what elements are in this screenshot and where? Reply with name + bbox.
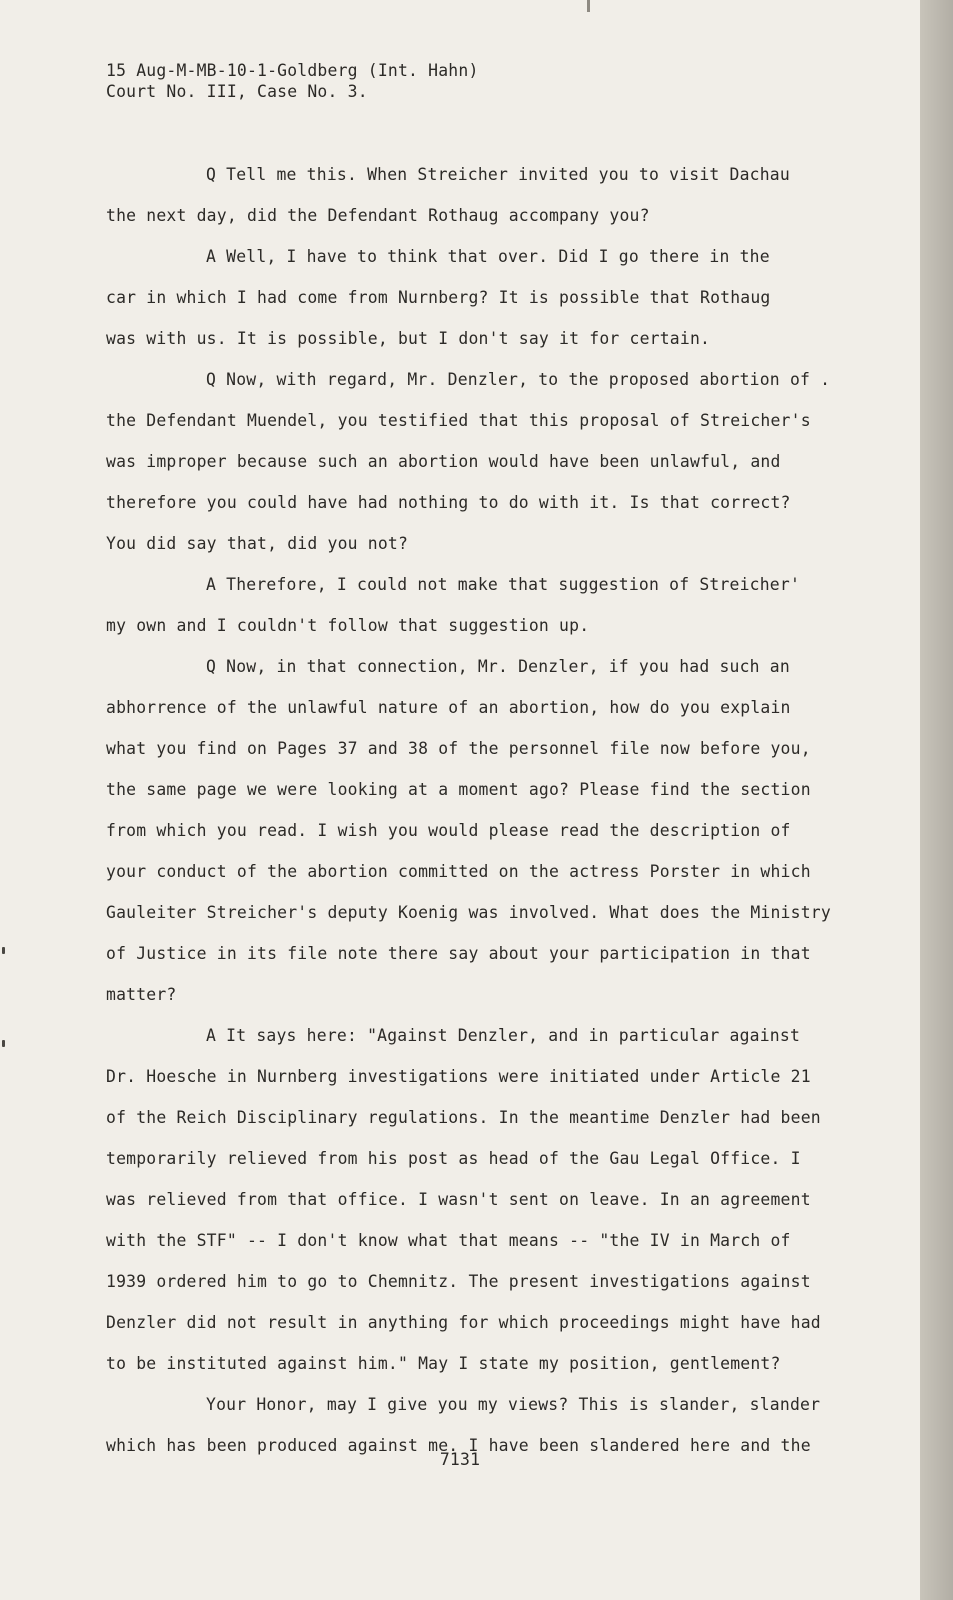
answer-paragraph: A Well, I have to think that over. Did I go there in the car in which I had come from Nurnberg? It is possible that Rothaug was with us. It is possible, but I don't say it for certain. bbox=[106, 247, 771, 348]
transcript-body bbox=[106, 154, 866, 1466]
transcript-header bbox=[106, 60, 479, 102]
header-line-session: 15 Aug-M-MB-10-1-Goldberg (Int. Hahn) bbox=[106, 61, 479, 80]
staple-mark bbox=[587, 0, 590, 12]
margin-speck bbox=[2, 947, 5, 954]
scan-background-edge bbox=[920, 0, 953, 1600]
margin-speck bbox=[2, 1040, 5, 1047]
page-number: 7131 bbox=[439, 1450, 481, 1469]
question-paragraph: Q Now, in that connection, Mr. Denzler, if you had such an abhorrence of the unlawful nature of an abortion, how do you explain what you find on Pages 37 and 38 of the personnel file now before you, the same page we were looking at a moment ago? Please find the section from which you read. I wish you would please read the description of your conduct of the abortion committed on the actress Porster in which Gauleiter Streicher's deputy Koenig was involved. What does the Ministry of Justice in its file note there say about your participation in that matter? bbox=[106, 657, 831, 1004]
question-paragraph: Q Tell me this. When Streicher invited you to visit Dachau the next day, did the Defendant Rothaug accompany you? bbox=[106, 165, 790, 225]
answer-paragraph: A It says here: "Against Denzler, and in particular against Dr. Hoesche in Nurnberg investigations were initiated under Article 21 of the Reich Disciplinary regulations. In the meantime Denzler had been temporarily relieved from his post as head of the Gau Legal Office. I was relieved from that office. I wasn't sent on leave. In an agreement with the STF" -- I don't know what that means -- "the IV in March of 1939 ordered him to go to Chemnitz. The present investigations against Denzler did not result in anything for which proceedings might have had to be instituted against him." May I state my position, gentlement? bbox=[106, 1026, 821, 1373]
answer-paragraph: A Therefore, I could not make that suggestion of Streicher' my own and I couldn't follow that suggestion up. bbox=[106, 575, 801, 635]
statement-paragraph: Your Honor, may I give you my views? This is slander, slander which has been produced against me. I have been slandered here and the bbox=[106, 1395, 821, 1455]
header-line-court: Court No. III, Case No. 3. bbox=[106, 82, 368, 101]
question-paragraph: Q Now, with regard, Mr. Denzler, to the proposed abortion of . the Defendant Muendel, you testified that this proposal of Streicher's was improper because such an abortion would have been unlawful, and therefore you could have had nothing to do with it. Is that correct? You did say that, did you not? bbox=[106, 370, 831, 553]
